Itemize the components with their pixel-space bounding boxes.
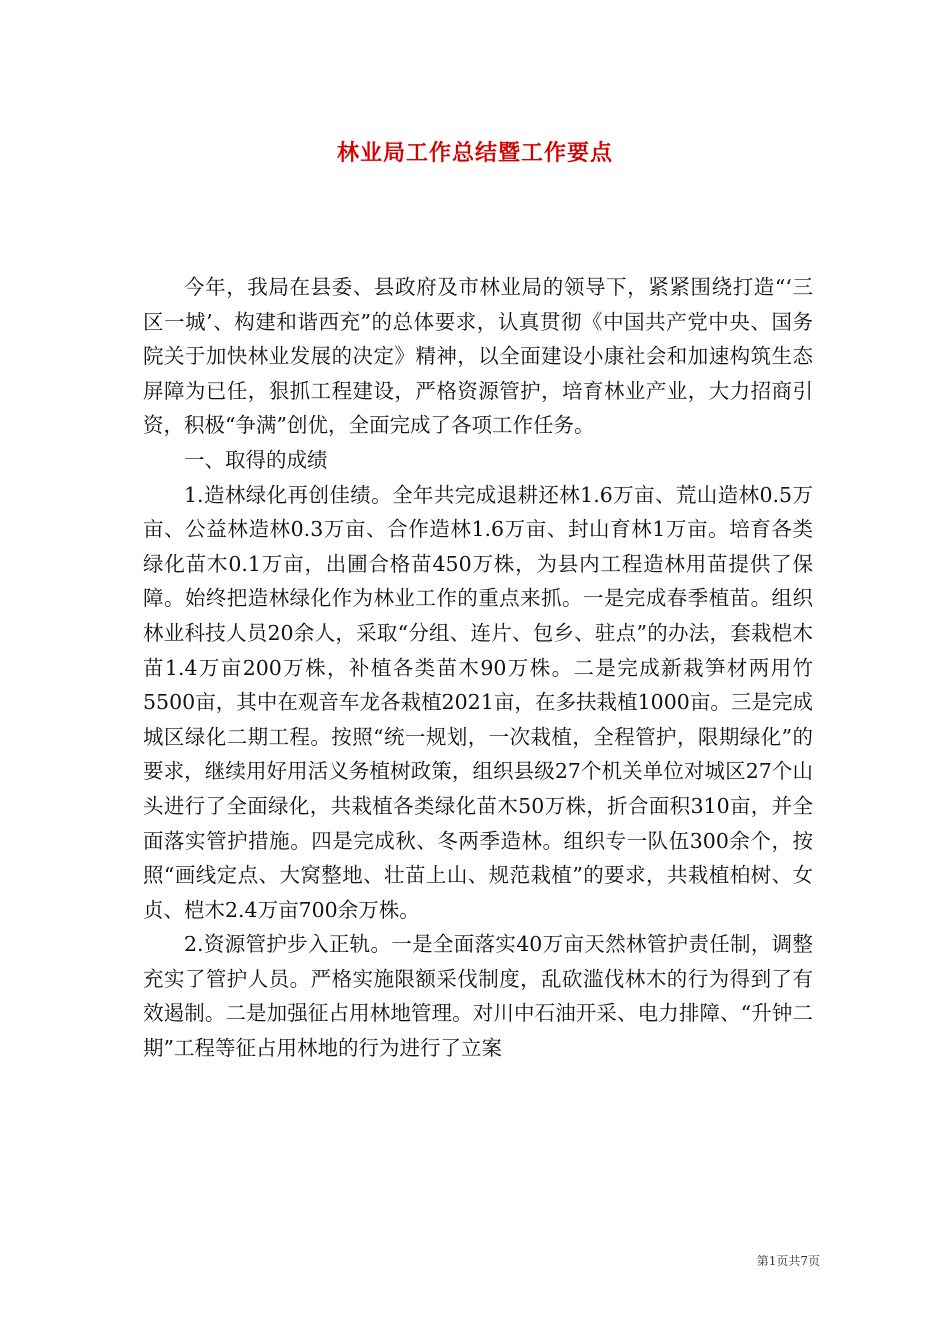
paragraph-resource-protection: 2.资源管护步入正轨。一是全面落实40万亩天然林管护责任制，调整充实了管护人员。严格实施限额采伐制度，乱砍滥伐林木的行为得到了有效遏制。二是加强征占用林地管理。对川中石油开采、电力排障、“升钟二期”工程等征占用林地的行为进行了立案 bbox=[143, 932, 813, 1061]
paragraph-afforestation: 1.造林绿化再创佳绩。全年共完成退耕还林1.6万亩、荒山造林0.5万亩、公益林造林0.3万亩、合作造林1.6万亩、封山育林1万亩。培育各类绿化苗木0.1万亩，出圃合格苗450万株，为县内工程造林用苗提供了保障。始终把造林绿化作为林业工作的重点来抓。一是完成春季植苗。组织林业科技人员20余人，采取“分组、连片、包乡、驻点”的办法，套栽桤木苗1.4万亩200万株，补植各类苗木90万株。二是完成新栽笋材两用竹5500亩，其中在观音车龙各栽植2021亩，在多扶栽植1000亩。三是完成城区绿化二期工程。按照“统一规划，一次栽植，全程管护，限期绿化”的要求，继续用好用活义务植树政策，组织县级27个机关单位对城区27个山头进行了全面绿化，共栽植各类绿化苗木50万株，折合面积310亩，并全面落实管护措施。四是完成秋、冬两季造林。组织专一队伍300余个，按照“画线定点、大窝整地、壮苗上山、规范栽植”的要求，共栽植柏树、女贞、桤木2.4万亩700余万株。 bbox=[143, 482, 813, 922]
document-body bbox=[143, 270, 813, 1066]
document-title: 林业局工作总结暨工作要点 bbox=[336, 140, 613, 166]
section-heading-achievements: 一、取得的成绩 bbox=[184, 447, 328, 472]
page-number-footer: 第1页共7页 bbox=[756, 1254, 820, 1268]
intro-paragraph: 今年，我局在县委、县政府及市林业局的领导下，紧紧围绕打造“‘三区一城’、构建和谐西充”的总体要求，认真贯彻《中国共产党中央、国务院关于加快林业发展的决定》精神，以全面建设小康社会和加速构筑生态屏障为已任，狠抓工程建设，严格资源管护，培育林业产业，大力招商引资，积极“争满”创优，全面完成了各项工作任务。 bbox=[143, 275, 813, 438]
